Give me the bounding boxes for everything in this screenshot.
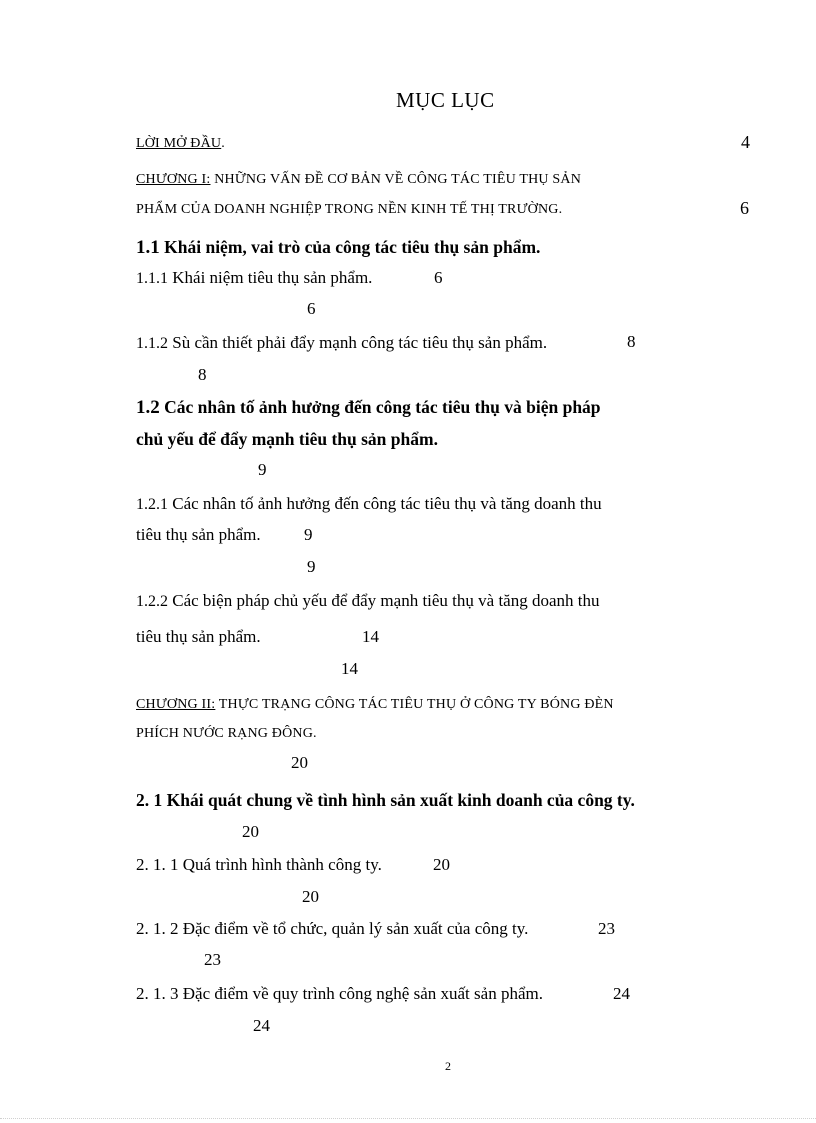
toc-entry-1-2[interactable] (136, 397, 601, 418)
section-title-line1: Các biện pháp chủ yếu để đẩy mạnh tiêu thụ và tăng doanh thu (172, 591, 600, 610)
toc-title: MỤC LỤC (396, 88, 495, 112)
toc-page-number: 4 (741, 132, 750, 152)
section-title: Sù cần thiết phải đẩy mạnh công tác tiêu thụ sản phẩm. (172, 333, 548, 352)
section-title-line2: tiêu thụ sản phẩm. (136, 525, 261, 544)
toc-page-number-repeat: 20 (302, 887, 319, 906)
page-bottom-divider (0, 1118, 816, 1119)
toc-page-number: 23 (598, 919, 615, 938)
section-number: 1.2.1 (136, 496, 168, 513)
toc-page-number-repeat: 14 (341, 659, 358, 678)
chapter-title-line1: THỰC TRẠNG CÔNG TÁC TIÊU THỤ Ở CÔNG TY BÓNG ĐÈN (215, 697, 614, 712)
toc-page-number: 6 (740, 198, 749, 218)
section-number: 1.2.2 (136, 593, 168, 610)
toc-entry-chuong-1[interactable] (136, 170, 581, 190)
toc-entry-loi-mo-dau[interactable] (136, 134, 225, 154)
toc-page-number-repeat: 24 (253, 1016, 270, 1035)
section-number: 1.2 (136, 397, 160, 418)
toc-entry-suffix: . (221, 136, 225, 151)
chapter-title-line2: PHÍCH NƯỚC RẠNG ĐÔNG. (136, 726, 317, 741)
section-number: 1.1.2 (136, 335, 168, 352)
toc-entry-2-1[interactable]: 2. 1 Khái quát chung về tình hình sản xuất kinh doanh của công ty. (136, 790, 635, 810)
toc-page-number-repeat: 8 (198, 365, 207, 384)
chapter-title-line1: NHỮNG VẤN ĐỀ CƠ BẢN VỀ CÔNG TÁC TIÊU THỤ SẢN (210, 172, 582, 187)
toc-entry-1-1[interactable] (136, 237, 540, 258)
toc-page-number: 8 (627, 332, 636, 351)
toc-page-number: 14 (362, 627, 379, 646)
toc-page-number: 9 (304, 525, 313, 544)
toc-entry-2-1-3[interactable]: 2. 1. 3 Đặc điểm về quy trình công nghệ sản xuất sản phẩm. (136, 984, 543, 1003)
section-number: 1.1.1 (136, 270, 168, 287)
toc-page-number: 20 (433, 855, 450, 874)
toc-entry-chuong-2[interactable] (136, 695, 614, 715)
toc-page-number-repeat: 9 (307, 557, 316, 576)
chapter-prefix: CHƯƠNG I: (136, 172, 211, 187)
page-number: 2 (445, 1059, 451, 1073)
chapter-prefix: CHƯƠNG II: (136, 697, 216, 712)
toc-entry-2-1-1[interactable]: 2. 1. 1 Quá trình hình thành công ty. (136, 855, 382, 874)
toc-entry-label: LỜI MỞ ĐẦU (136, 136, 222, 151)
toc-entry-1-2-1[interactable] (136, 494, 602, 515)
toc-page-number-repeat: 23 (204, 950, 221, 969)
section-title-line1: Các nhân tố ảnh hưởng đến công tác tiêu thụ và biện pháp (164, 397, 601, 417)
toc-page-number-repeat: 20 (291, 753, 308, 772)
chapter-title-line2: PHẨM CỦA DOANH NGHIỆP TRONG NỀN KINH TẾ THỊ TRƯỜNG. (136, 202, 563, 217)
toc-entry-2-1-2[interactable]: 2. 1. 2 Đặc điểm về tổ chức, quản lý sản xuất của công ty. (136, 919, 529, 938)
section-title: Khái niệm, vai trò của công tác tiêu thụ sản phẩm. (164, 237, 541, 257)
toc-page-number: 6 (434, 268, 443, 287)
toc-page-number-repeat: 20 (242, 822, 259, 841)
section-number: 1.1 (136, 237, 160, 258)
toc-entry-1-1-2[interactable] (136, 333, 547, 354)
toc-page-number-repeat: 6 (307, 299, 316, 318)
toc-page-number-repeat: 9 (258, 460, 267, 479)
section-title-line1: Các nhân tố ảnh hưởng đến công tác tiêu thụ và tăng doanh thu (172, 494, 602, 513)
section-title-line2: tiêu thụ sản phẩm. (136, 627, 261, 646)
toc-page-number: 24 (613, 984, 630, 1003)
toc-entry-1-1-1[interactable] (136, 268, 372, 289)
section-title: Khái niệm tiêu thụ sản phẩm. (172, 268, 373, 287)
toc-entry-1-2-2[interactable] (136, 591, 600, 612)
section-title-line2: chủ yếu để đẩy mạnh tiêu thụ sản phẩm. (136, 429, 438, 449)
